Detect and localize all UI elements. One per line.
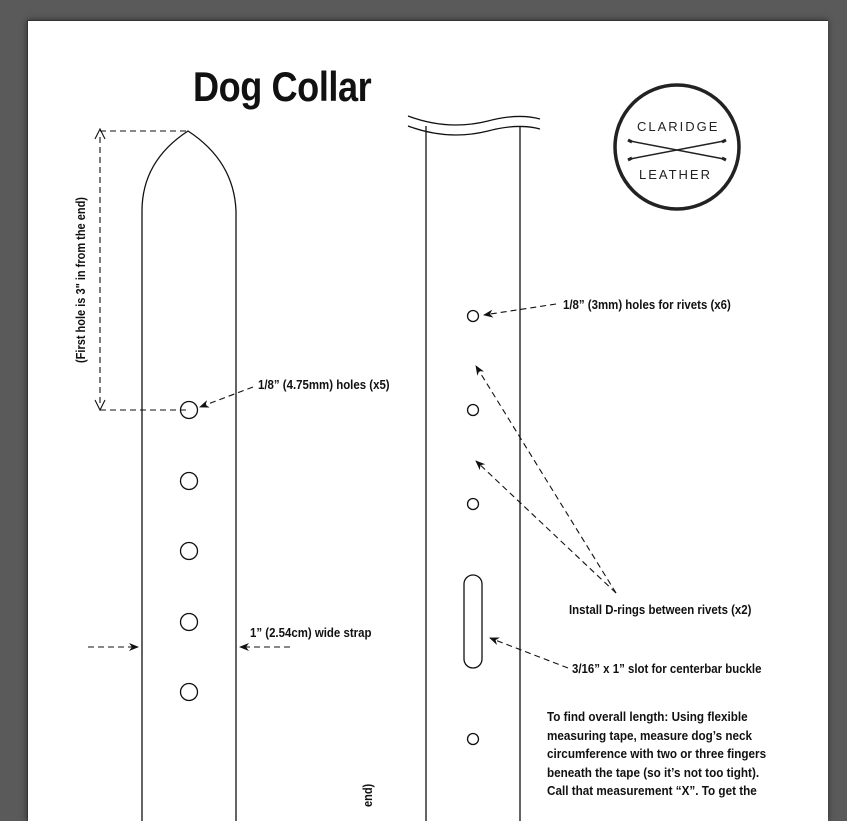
logo-bottom-text: LEATHER — [639, 167, 712, 182]
pattern-page — [27, 20, 828, 821]
strap-width-label: 1” (2.54cm) wide strap — [250, 625, 372, 640]
right-strap — [408, 116, 540, 821]
bottom-cut-label: end) — [361, 783, 375, 807]
left-strap-outline — [142, 131, 236, 821]
pattern-drawing — [28, 21, 828, 821]
rivet-holes-label: 1/8” (3mm) holes for rivets (x6) — [563, 297, 731, 312]
buckle-slot — [464, 575, 482, 668]
strap-hole — [181, 684, 198, 701]
logo-top-text: CLARIDGE — [637, 119, 720, 134]
claridge-leather-logo — [615, 85, 739, 209]
strap-hole — [181, 614, 198, 631]
holes-label: 1/8” (4.75mm) holes (x5) — [258, 377, 390, 392]
rivet-hole — [468, 311, 479, 322]
strap-hole — [181, 543, 198, 560]
buckle-slot-label: 3/16” x 1” slot for centerbar buckle — [572, 661, 762, 676]
length-instructions: To find overall length: Using flexible measuring tape, measure dog’s neck circumference with two or three fingers beneath the tape (so it’s not too tight). Call that measurement “X”. To get the — [547, 709, 767, 798]
rivet-hole — [468, 499, 479, 510]
strap-hole — [181, 473, 198, 490]
rivet-hole — [468, 734, 479, 745]
end-dimension-label: (First hole is 3" in from the end) — [74, 197, 88, 363]
d-ring-label: Install D-rings between rivets (x2) — [569, 602, 752, 617]
left-strap — [142, 131, 236, 821]
page-title: Dog Collar — [193, 63, 372, 110]
rivet-hole — [468, 405, 479, 416]
wavy-cut-top — [408, 116, 540, 125]
